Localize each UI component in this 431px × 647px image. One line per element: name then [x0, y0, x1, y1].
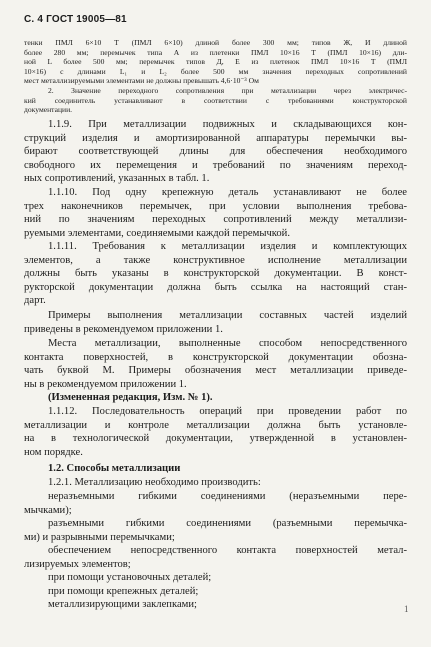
text-line: ных сопротивлений, указанных в табл. 1. — [24, 173, 210, 185]
text-line: должны быть указаны в конструкторской документации. В конст- — [24, 268, 407, 280]
text-line: дарт. — [24, 295, 46, 307]
paragraph-1-1-9 — [24, 118, 407, 186]
sub-list-item: при помощи установочных деталей; — [48, 572, 212, 583]
note-line: 10×16) с длинами L₁ и L₂ более 500 мм значения переходных сопротивлений — [24, 66, 407, 76]
text-line: Примеры выполнения металлизации составных частей изделий — [48, 310, 407, 321]
text-line: ном порядке. — [24, 446, 83, 458]
list-item-separable — [24, 517, 407, 544]
text-line: Места металлизации, выполненные способом непосредственного — [48, 338, 407, 349]
list-item-direct-contact — [24, 544, 407, 571]
text-line: трех наконечников перемычек, при условии выполнения требова- — [24, 200, 407, 212]
change-note-block — [24, 391, 407, 405]
list-item-nonseparable — [24, 490, 407, 517]
text-line: металлизации и контроле металлизации должна быть установле- — [24, 419, 407, 431]
note-line: документации. — [24, 105, 73, 115]
text-line: ми) и разрывными перемычками; — [24, 531, 175, 543]
paragraph-1-1-12 — [24, 405, 407, 459]
text-line: мычками); — [24, 504, 72, 516]
text-line: на в технологической документации, утвержденной в установлен- — [24, 433, 407, 445]
change-note: (Измененная редакция, Изм. № 1). — [48, 392, 213, 403]
corner-mark: 1 — [404, 604, 409, 614]
text-line: струкций изделия и амортизированной аппаратуры перемычки вы- — [24, 132, 407, 144]
text-line: лизируемых элементов; — [24, 558, 131, 570]
note-line: ной L более 500 мм; перемычек типов Д, Е из плетенок ПМЛ 10×16 Т (ПМЛ — [24, 57, 407, 67]
paragraph-1-1-10 — [24, 186, 407, 240]
text-line: неразъемными гибкими соединениями (неразъемными пере- — [48, 491, 407, 502]
page-header: С. 4 ГОСТ 19005—81 — [24, 14, 127, 25]
note-line: мест металлизируемыми элементами не должны превышать 4,6·10⁻³ Ом — [24, 76, 259, 86]
paragraph-examples — [24, 309, 407, 336]
text-line: ны в рекомендуемом приложении 1. — [24, 378, 187, 390]
text-line: контакта поверхностей, в конструкторской документации обозна- — [24, 351, 407, 363]
table-notes — [24, 38, 407, 115]
sub-list-item: металлизирующими заклепками; — [48, 599, 197, 611]
text-line: рукторской документации должна быть ссылка на настоящий стан- — [24, 281, 407, 293]
text-line: свободного их перемещения и требований по значениям переход- — [24, 159, 407, 171]
text-line: 1.1.9. При металлизации подвижных и складывающихся кон- — [48, 119, 407, 130]
text-line: 1.2.1. Металлизацию необходимо производить: — [48, 477, 261, 488]
sub-list-item: при помощи крепежных деталей; — [48, 585, 199, 597]
text-line: обеспечением непосредственного контакта поверхностей метал- — [48, 545, 407, 556]
note-line: более 280 мм; перемычек типа А из плетенки ПМЛ 10×16 Т (ПМЛ 10×16) дли- — [24, 47, 407, 57]
text-line: разъемными гибкими соединениями (разъемными перемычка- — [48, 518, 407, 529]
sub-list — [24, 571, 407, 612]
text-line: ний по значениям переходных сопротивлений между металлизи- — [24, 214, 407, 226]
text-line: приведены в рекомендуемом приложении 1. — [24, 323, 223, 335]
note-line: 2. Значение переходного сопротивления при металлизации через электричес- — [48, 85, 407, 95]
text-line: 1.1.12. Последовательность операций при проведении работ по — [48, 406, 407, 417]
note-line: кий соединитель устанавливают в соответствии с требованиями конструкторской — [24, 95, 407, 105]
text-line: 1.1.11. Требования к металлизации изделия и комплектующих — [48, 241, 407, 252]
text-line: чать буквой М. Примеры обозначения мест металлизации приведе- — [24, 365, 407, 377]
paragraph-places — [24, 337, 407, 391]
text-line: 1.1.10. Под одну крепежную деталь устанавливают не более — [48, 187, 407, 198]
text-line: элементов, а также конструктивное исполнение металлизации — [24, 254, 407, 266]
paragraph-1-2-1 — [24, 476, 407, 490]
section-title: 1.2. Способы металлизации — [48, 463, 181, 474]
text-line: бирают соответствующей длины для обеспечения необходимого — [24, 146, 407, 158]
text-line: руемыми элементами, соединяемыми каждой перемычкой. — [24, 227, 291, 239]
section-heading-block — [24, 462, 407, 476]
note-line: тенки ПМЛ 6×10 Т (ПМЛ 6×10) длиной более 300 мм; типов Ж, И длиной — [24, 38, 407, 47]
paragraph-1-1-11 — [24, 240, 407, 308]
